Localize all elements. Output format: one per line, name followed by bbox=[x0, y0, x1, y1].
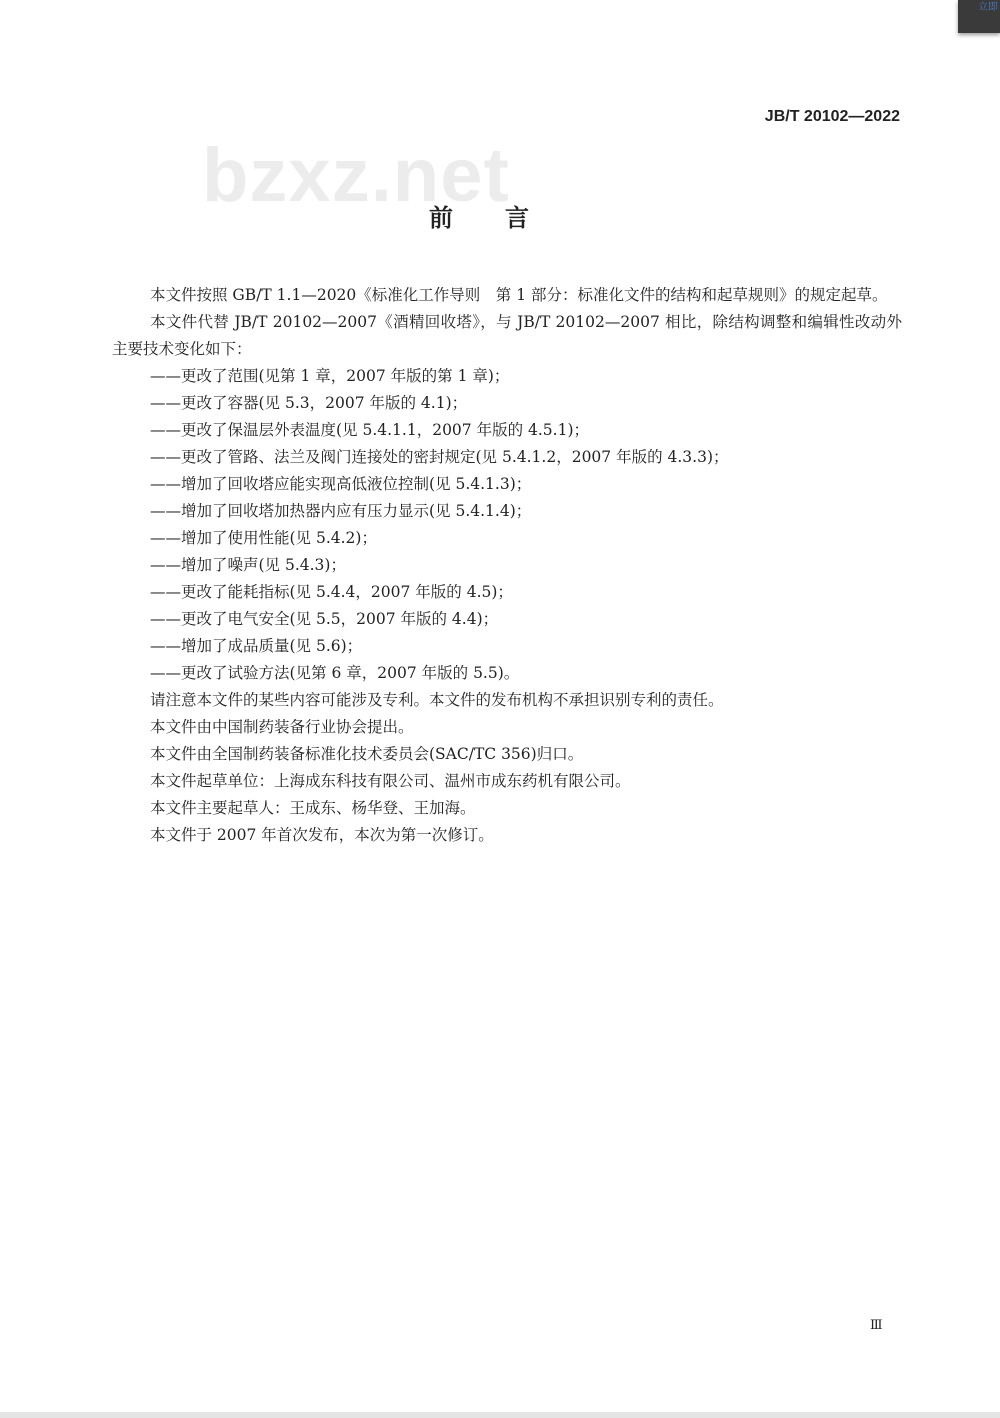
page-number: Ⅲ bbox=[870, 1318, 883, 1333]
paragraph: 本文件于 2007 年首次发布，本次为第一次修订。 bbox=[150, 826, 494, 844]
change-item: ——增加了噪声(见 5.4.3)； bbox=[150, 556, 346, 574]
overlay-button[interactable] bbox=[958, 0, 1000, 33]
change-item: ——更改了电气安全(见 5.5，2007 年版的 4.4)； bbox=[150, 610, 499, 628]
change-item: ——更改了保温层外表温度(见 5.4.1.1，2007 年版的 4.5.1)； bbox=[150, 421, 589, 439]
document-body bbox=[112, 282, 902, 849]
closing-paragraphs bbox=[112, 687, 902, 849]
document-number: JB/T 20102—2022 bbox=[764, 108, 900, 125]
change-item: ——增加了回收塔加热器内应有压力显示(见 5.4.1.4)； bbox=[150, 502, 532, 520]
watermark: bzxz.net bbox=[202, 133, 510, 218]
change-item: ——更改了容器(见 5.3，2007 年版的 4.1)； bbox=[150, 394, 468, 412]
paragraph: 请注意本文件的某些内容可能涉及专利。本文件的发布机构不承担识别专利的责任。 bbox=[150, 691, 724, 709]
overlay-label: 立即 bbox=[978, 2, 998, 13]
paragraph: 本文件由中国制药装备行业协会提出。 bbox=[150, 718, 414, 736]
paragraph: 本文件主要起草人：王成东、杨华登、王加海。 bbox=[150, 799, 476, 817]
paragraph: 本文件按照 GB/T 1.1—2020《标准化工作导则 第 1 部分：标准化文件的结构和起草规则》的规定起草。 bbox=[150, 286, 888, 304]
changes-list bbox=[112, 363, 902, 687]
change-item: ——更改了管路、法兰及阀门连接处的密封规定(见 5.4.1.2，2007 年版的 4.3.3)； bbox=[150, 448, 729, 466]
page-edge bbox=[0, 1412, 1000, 1418]
paragraph: 本文件代替 JB/T 20102—2007《酒精回收塔》，与 JB/T 20102—2007 相比，除结构调整和编辑性改动外主要技术变化如下： bbox=[112, 313, 902, 358]
change-item: ——更改了能耗指标(见 5.4.4，2007 年版的 4.5)； bbox=[150, 583, 513, 601]
paragraph: 本文件起草单位：上海成东科技有限公司、温州市成东药机有限公司。 bbox=[150, 772, 631, 790]
change-item: ——增加了成品质量(见 5.6)； bbox=[150, 637, 363, 655]
change-item: ——更改了范围(见第 1 章，2007 年版的第 1 章)； bbox=[150, 367, 510, 385]
change-item: ——更改了试验方法(见第 6 章，2007 年版的 5.5)。 bbox=[150, 664, 520, 682]
page-title: 前言 bbox=[429, 203, 581, 232]
change-item: ——增加了使用性能(见 5.4.2)； bbox=[150, 529, 377, 547]
paragraph: 本文件由全国制药装备标准化技术委员会(SAC/TC 356)归口。 bbox=[150, 745, 584, 763]
change-item: ——增加了回收塔应能实现高低液位控制(见 5.4.1.3)； bbox=[150, 475, 532, 493]
